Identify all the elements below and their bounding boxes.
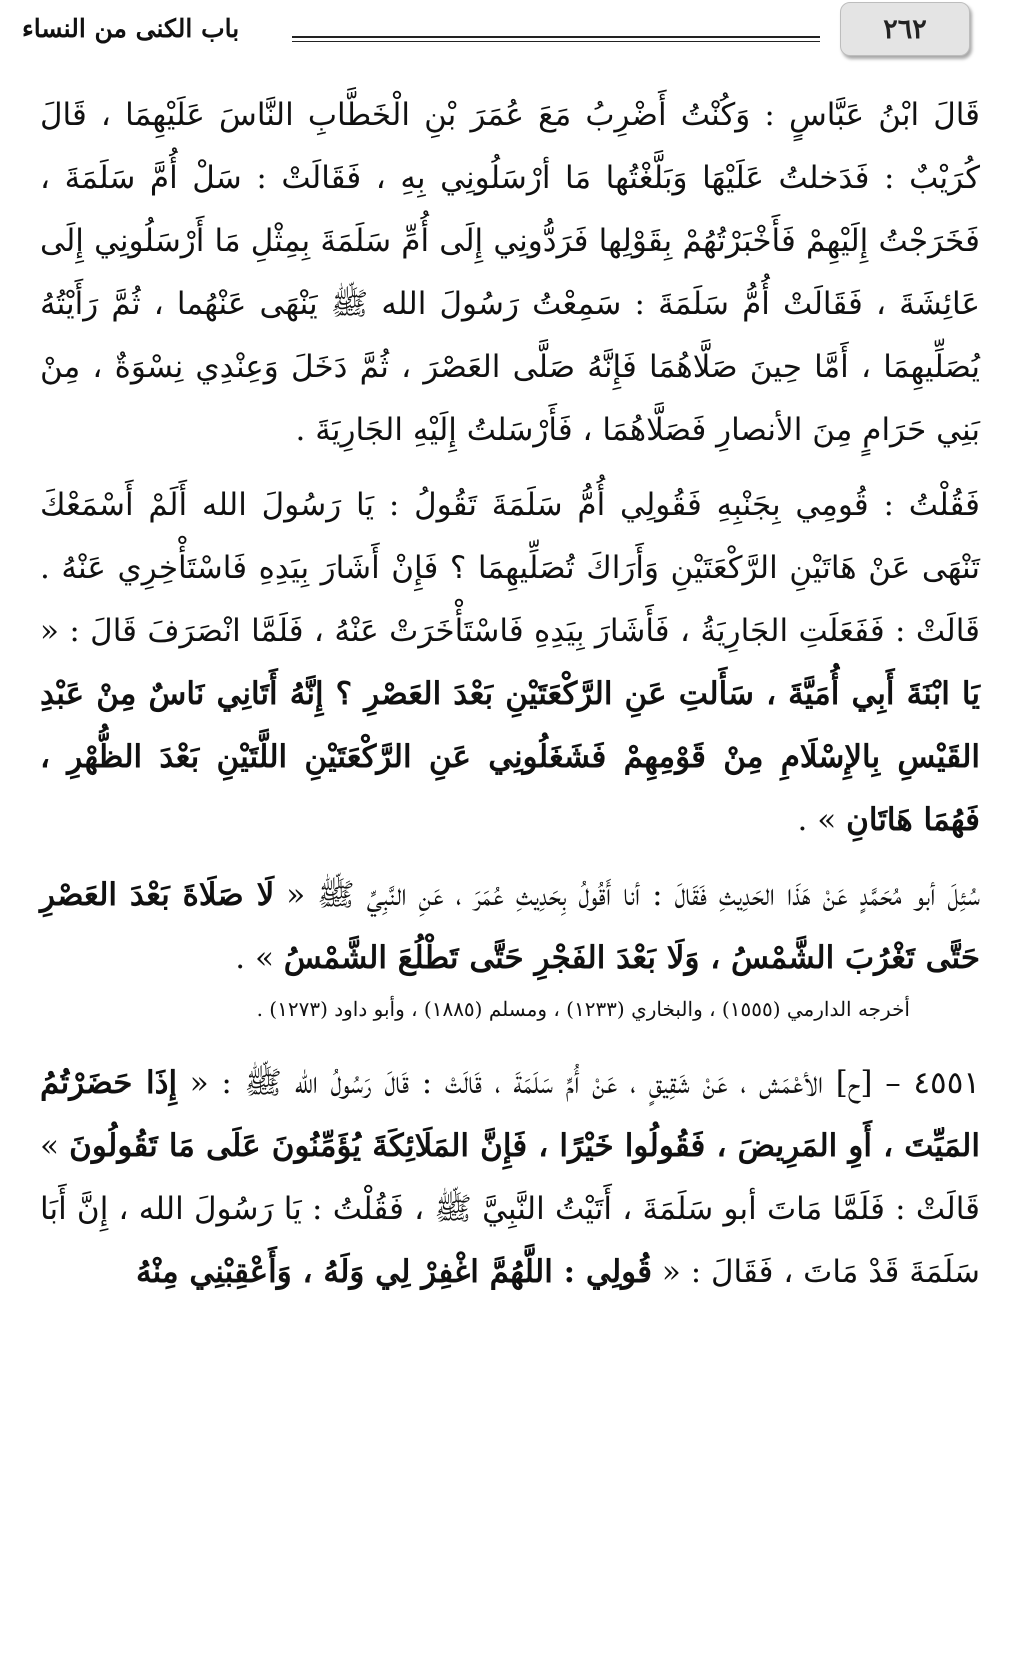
paragraph-2 [40,474,980,852]
page-number: ٢٦٢ [883,13,927,45]
paragraph-1-text: قَالَ ابْنُ عَبَّاسٍ : وَكُنْتُ أَضْرِبُ مَعَ عُمَرَ بْنِ الْخَطَّابِ النَّاسَ عَلَيْهِمَا ، قَالَ كُرَيْبٌ : فَدَخلتُ عَلَيْهَا وَبَلَّغْتُها مَا أرْسَلُونِي بِهِ ، فَقَالَتْ : سَلْ أُمَّ سَلَمَةَ ، فَخَرَجْتُ إِلَيْهِمْ فَأَخْبَرْتُهُمْ بِقَوْلِها فَرَدُّونِي إِلَى أُمِّ سَلَمَةَ بِمِثْلِ مَا أَرْسَلُونِي إِلَى عَائِشَةَ ، فَقَالَتْ أُمُّ سَلَمَةَ : سَمِعْتُ رَسُولَ الله ﷺ يَنْهَى عَنْهُما ، ثُمَّ رَأَيْتُهُ يُصَلِّيهِمَا ، أَمَّا حِينَ صَلَّاهُمَا فَإِنَّهُ صَلَّى العَصْرَ ، ثُمَّ دَخَلَ وَعِنْدِي نِسْوَةٌ ، مِنْ بَنِي حَرَامٍ مِنَ الأنصارِ فَصَلَّاهُمَا ، فَأَرْسَلتُ إِلَيْهِ الجَارِيَةَ . [40,97,980,448]
footnote-takhrij: أخرجه الدارمي (١٥٥٥) ، والبخاري (١٢٣٣) ، ومسلم (١٨٨٥) ، وأبو داود (١٢٧٣) . [256,997,910,1021]
paragraph-3-end: » . [235,940,274,976]
paragraph-3-hadith-quote: لَا صَلَاةَ بَعْدَ العَصْرِ حَتَّى تَغْرُبَ الشَّمْسُ ، وَلَا بَعْدَ الفَجْرِ حَتَّى تَطْلُعَ الشَّمْسُ [40,877,980,976]
paragraph-2-hadith-quote: يَا ابْنَةَ أَبِي أُمَيَّةَ ، سَأَلتِ عَنِ الرَّكْعَتَيْنِ بَعْدَ العَصْرِ ؟ إِنَّهُ أَتَانِي نَاسٌ مِنْ عَبْدِ القَيْسِ بِالإِسْلَامِ مِنْ قَوْمِهِمْ فَشَغَلُونِي عَنِ الرَّكْعَتَيْنِ اللَّتَيْنِ بَعْدَ الظُّهْرِ ، فَهُمَا هَاتَانِ [40,676,980,838]
paragraph-3-text: سُئِلَ أبو مُحَمَّدٍ عَنْ هَذَا الحَدِيثِ فَقَالَ : أنا أَقُولُ بِحَدِيثِ عُمَرَ ، عَنِ النَّبِيِّ ﷺ « [286,877,980,913]
hadith-4551-quote-1: إِذَا حَضَرْتُمُ المَيِّتَ ، أَوِ المَرِيضَ ، فَقُولُوا خَيْرًا ، فَإِنَّ المَلَائِكَةَ يُؤَمِّنُونَ عَلَى مَا تَقُولُونَ [40,1065,980,1164]
paragraph-2-end: » . [797,802,837,838]
paragraph-1 [40,84,980,462]
paragraph-2-text: فَقُلْتُ : قُومِي بِجَنْبِهِ فَقُولِي أُمُّ سَلَمَةَ تَقُولُ : يَا رَسُولَ الله أَلَمْ أَسْمَعْكَ تَنْهَى عَنْ هَاتَيْنِ الرَّكْعَتَيْنِ وَأَرَاكَ تُصَلِّيهِمَا ؟ فَإِنْ أَشَارَ بِيَدِهِ فَاسْتَأْخِرِي عَنْهُ . قَالَتْ : فَفَعَلَتِ الجَارِيَةُ ، فَأَشَارَ بِيَدِهِ فَاسْتَأْخَرَتْ عَنْهُ ، فَلَمَّا انْصَرَفَ قَالَ : « [40,487,980,649]
paragraph-3 [40,864,980,990]
header-divider [292,36,820,42]
section-title: باب الكنى من النساء [22,14,240,43]
page-header [0,0,1010,70]
page-body [40,84,980,1304]
hadith-4551-quote-2: قُولِي : اللَّهُمَّ اغْفِرْ لِي وَلَهُ ، وَأَعْقِبْنِي مِنْهُ [136,1254,653,1290]
page-number-badge [840,2,970,56]
hadith-4551-text: ٤٥٥١ – [ح] الأعْمَش ، عَنْ شَقِيقٍ ، عَنْ أُمِّ سَلَمَةَ ، قَالَتْ : قَالَ رَسُولُ الله ﷺ : « [189,1065,980,1101]
hadith-4551-narration: » قَالَتْ : فَلَمَّا مَاتَ أبو سَلَمَةَ ، أَتَيْتُ النَّبِيَّ ﷺ ، فَقُلْتُ : يَا رَسُولَ الله ، إِنَّ أَبَا سَلَمَةَ قَدْ مَاتَ ، فَقَالَ : « [40,1128,980,1290]
hadith-4551 [40,1052,980,1304]
